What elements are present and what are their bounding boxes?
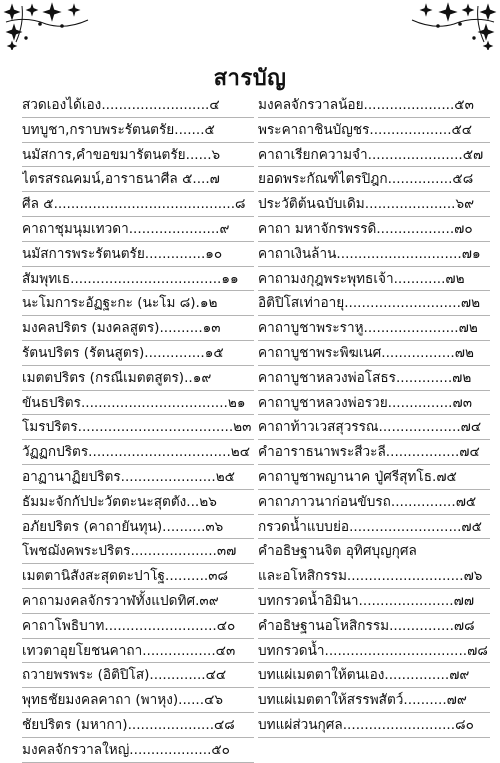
toc-entry[interactable]: เมตตานิสังสะสุตตะปาโฐ..........๓๘ xyxy=(22,564,254,589)
toc-entry[interactable]: เทวตาอุยโยชนคาถา.................๔๓ xyxy=(22,639,254,664)
toc-entry[interactable]: คาถาบูชาหลวงพ่อรวย...............๗๓ xyxy=(258,391,490,416)
toc-entry[interactable]: คาถาโพธิบาท..........................๔๐ xyxy=(22,614,254,639)
page-title: สารบัญ xyxy=(213,66,287,91)
toc-entry[interactable]: พระคาถาชินบัญชร...................๕๔ xyxy=(258,118,490,143)
toc-entry[interactable]: คาถา มหาจักรพรรดิ..................๗๐ xyxy=(258,217,490,242)
toc-entry[interactable]: ชัยปริตร (มหากา)....................๔๘ xyxy=(22,713,254,738)
toc-entry[interactable]: โมรปริตร....................................๒๓ xyxy=(22,415,254,440)
toc-entry[interactable]: ธัมมะจักกัปปะวัตตะนะสุตตัง...๒๖ xyxy=(22,490,254,515)
toc-entry[interactable]: สัมพุทเธ...................................๑๑ xyxy=(22,267,254,292)
toc-entry[interactable]: พุทธชัยมงคลคาถา (พาหุง)......๔๖ xyxy=(22,688,254,713)
toc-entry[interactable]: นมัสการ,คำขอขมารัตนตรัย......๖ xyxy=(22,143,254,168)
toc-entry[interactable]: บทแผ่เมตตาให้ตนเอง...............๗๙ xyxy=(258,663,490,688)
toc-entry[interactable]: สวดเองได้เอง.........................๔ xyxy=(22,93,254,118)
toc-right-column xyxy=(258,93,490,738)
toc-entry[interactable]: คาถาบูชาพระพิฆเนศ.................๗๒ xyxy=(258,341,490,366)
toc-entry[interactable]: อิติปิโสเท่าอายุ...........................๗๒ xyxy=(258,291,490,316)
toc-entry[interactable]: บทกรวดน้ำ.................................๗๘ xyxy=(258,639,490,664)
toc-entry[interactable]: และอโหสิกรรม...........................๗๖ xyxy=(258,564,490,589)
toc-entry[interactable]: บทแผ่เมตตาให้สรรพสัตว์..........๗๙ xyxy=(258,688,490,713)
toc-entry[interactable]: บทกรวดน้ำอิมินา......................๗๗ xyxy=(258,589,490,614)
toc-entry[interactable]: ศีล ๕..........................................๘ xyxy=(22,192,254,217)
toc-entry[interactable]: นะโมการะอัฏฐะกะ (นะโม ๘).๑๒ xyxy=(22,291,254,316)
toc-entry[interactable]: คาถาท้าวเวสสุวรรณ...................๗๔ xyxy=(258,415,490,440)
toc-entry[interactable]: คาถาบูชาหลวงพ่อโสธร.............๗๒ xyxy=(258,366,490,391)
toc-entry[interactable]: วัฏฏกปริตร.................................๒๔ xyxy=(22,440,254,465)
toc-entry[interactable]: คาถาภาวนาก่อนขับรถ...............๗๕ xyxy=(258,490,490,515)
floral-ornament-top-right xyxy=(406,2,498,50)
toc-entry[interactable]: คาถาบูชาพระราหู......................๗๒ xyxy=(258,316,490,341)
toc-entry[interactable]: บทบูชา,กราบพระรัตนตรัย.......๕ xyxy=(22,118,254,143)
toc-entry[interactable]: มงคลปริตร (มงคลสูตร)..........๑๓ xyxy=(22,316,254,341)
toc-entry[interactable]: มงคลจักรวาลน้อย.....................๕๓ xyxy=(258,93,490,118)
toc-entry[interactable]: ถวายพรพระ (อิติปิโส).............๔๔ xyxy=(22,663,254,688)
toc-entry[interactable]: มงคลจักรวาลใหญ่...................๕๐ xyxy=(22,738,254,763)
toc-entry[interactable]: นมัสการพระรัตนตรัย..............๑๐ xyxy=(22,242,254,267)
toc-entry[interactable]: คาถามงคลจักรวาฬทั้งแปดทิศ.๓๙ xyxy=(22,589,254,614)
toc-entry[interactable]: คำอธิษฐานอโหสิกรรม...............๗๘ xyxy=(258,614,490,639)
toc-entry[interactable]: ยอดพระกัณฑ์ไตรปิฎก...............๕๘ xyxy=(258,167,490,192)
toc-entry[interactable]: คาถาเงินล้าน.............................๗๑ xyxy=(258,242,490,267)
toc-entry[interactable]: คำอธิษฐานจิต อุทิศบุญกุศล xyxy=(258,543,417,560)
toc-entry[interactable]: ไตรสรณคมน์,อาราธนาศีล ๕....๗ xyxy=(22,167,254,192)
toc-entry[interactable]: รัตนปริตร (รัตนสูตร)..............๑๕ xyxy=(22,341,254,366)
toc-entry[interactable]: โพชฌังคพระปริตร....................๓๗ xyxy=(22,539,254,564)
toc-entry[interactable]: คาถาชุมนุมเทวดา.....................๙ xyxy=(22,217,254,242)
toc-entry[interactable]: คาถาบูชาพญานาค ปู่ศรีสุทโธ.๗๕ xyxy=(258,465,490,490)
toc-entry[interactable]: อาฏานาฏิยปริตร......................๒๕ xyxy=(22,465,254,490)
floral-ornament-top-left xyxy=(2,2,94,50)
toc-entry[interactable]: ประวัติต้นฉบับเดิม.....................๖๙ xyxy=(258,192,490,217)
toc-entry[interactable]: เมตตปริตร (กรณีเมตตสูตร)..๑๙ xyxy=(22,366,254,391)
toc-entry[interactable]: บทแผ่ส่วนกุศล..........................๘๐ xyxy=(258,713,490,738)
toc-entry[interactable]: คาถามงกุฎพระพุทธเจ้า............๗๒ xyxy=(258,267,490,292)
toc-entry[interactable]: คาถาเรียกความจำ......................๕๗ xyxy=(258,143,490,168)
toc-entry[interactable]: อภัยปริตร (คาถายันทุน)..........๓๖ xyxy=(22,515,254,540)
toc-entry[interactable]: คำอาราธนาพระสีวะลี.................๗๔ xyxy=(258,440,490,465)
toc-entry[interactable]: ขันธปริตร..................................๒๑ xyxy=(22,391,254,416)
toc-left-column xyxy=(22,93,254,763)
toc-entry[interactable]: กรวดน้ำแบบย่อ..........................๗๕ xyxy=(258,515,490,540)
